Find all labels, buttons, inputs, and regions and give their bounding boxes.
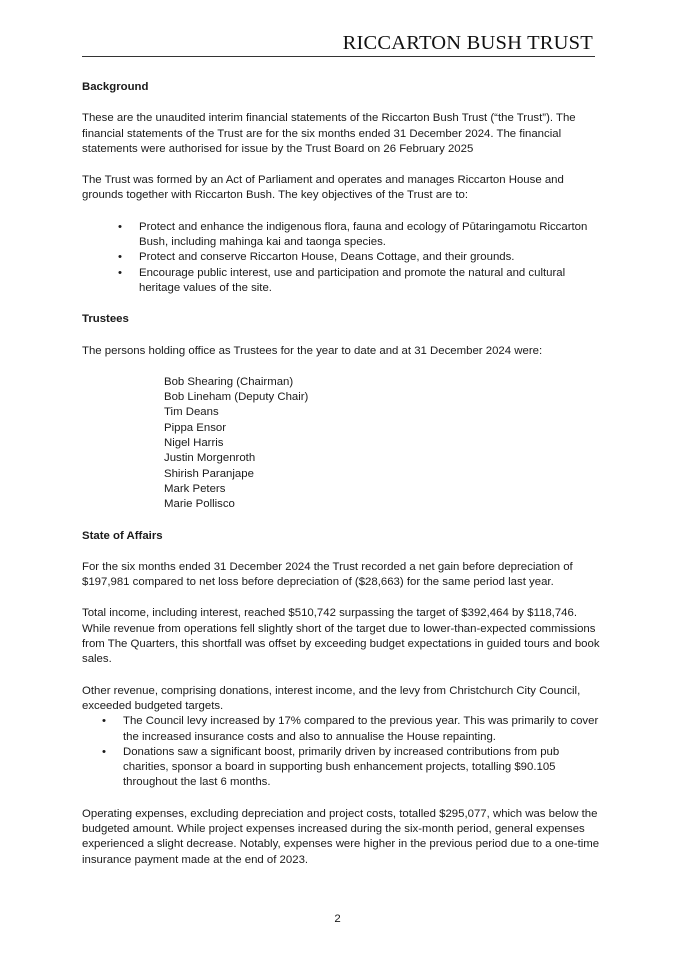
- state-paragraph-3: Other revenue, comprising donations, interest income, and the levy from Christchurch City Council, exceeded budgeted targets.: [82, 684, 581, 712]
- objective-item: • Encourage public interest, use and participation and promote the natural and cultural heritage values of the site.: [82, 266, 602, 297]
- trustee-name: Mark Peters: [164, 482, 226, 495]
- revenue-bullet-item: • Donations saw a significant boost, primarily driven by increased contributions from pub charities, sponsor a board in supporting bush enhancement projects, totalling $90.105 throughout the last 6 months.: [82, 745, 602, 791]
- trustees-heading: Trustees: [82, 313, 129, 326]
- state-paragraph-2: Total income, including interest, reached $510,742 surpassing the target of $392,464 by $118,746. While revenue from operations fell slightly short of the target due to lower-than-expected commissions from The Quarters, this shortfall was offset by exceeding budget expectations in guided tours and book sales.: [82, 607, 600, 666]
- objective-item: • Protect and enhance the indigenous flora, fauna and ecology of Pūtaringamotu Riccarton Bush, including mahinga kai and taonga species.: [82, 220, 602, 251]
- trustees-intro: The persons holding office as Trustees for the year to date and at 31 December 2024 were:: [82, 344, 543, 357]
- trustee-name: Shirish Paranjape: [164, 467, 254, 480]
- trustee-name: Nigel Harris: [164, 437, 224, 450]
- background-heading: Background: [82, 81, 149, 93]
- trustees-list: [82, 375, 602, 513]
- document-body: [82, 80, 602, 868]
- revenue-bullets: [82, 714, 602, 790]
- document-header-title: RICCARTON BUSH TRUST: [342, 32, 593, 54]
- revenue-bullet-item: • The Council levy increased by 17% compared to the previous year. This was primarily to cover the increased insurance costs and also to annualise the House repainting.: [82, 714, 602, 745]
- header-divider: [82, 56, 595, 57]
- trustee-name: Marie Pollisco: [164, 498, 235, 511]
- trustee-name: Bob Shearing (Chairman): [164, 375, 294, 388]
- objective-item: • Protect and conserve Riccarton House, Deans Cottage, and their grounds.: [82, 250, 602, 265]
- trustee-name: Bob Lineham (Deputy Chair): [164, 391, 309, 404]
- trustee-name: Tim Deans: [164, 406, 219, 419]
- state-paragraph-4: Operating expenses, excluding depreciation and project costs, totalled $295,077, which was below the budgeted amount. While project expenses increased during the six-month period, general expenses experienced a slight decrease. Notably, expenses were higher in the previous period due to a one-time insurance payment made at the end of 2023.: [82, 807, 600, 866]
- background-paragraph-2: The Trust was formed by an Act of Parliament and operates and manages Riccarton House and grounds together with Riccarton Bush. The key objectives of the Trust are to:: [82, 174, 564, 202]
- trustee-name: Pippa Ensor: [164, 421, 227, 434]
- page-number: 2: [334, 913, 341, 925]
- objectives-list: [82, 220, 602, 296]
- state-paragraph-1: For the six months ended 31 December 2024 the Trust recorded a net gain before depreciation of $197,981 compared to net loss before depreciation of ($28,663) for the same period last year.: [82, 560, 573, 589]
- trustee-name: Justin Morgenroth: [164, 452, 256, 465]
- background-paragraph-1: These are the unaudited interim financial statements of the Riccarton Bush Trust (“the Trust”). The financial statements of the Trust are for the six months ended 31 December 2024. The financial statements were authorised for issue by the Trust Board on 26 February 2025: [82, 112, 576, 155]
- state-of-affairs-heading: State of Affairs: [82, 529, 163, 542]
